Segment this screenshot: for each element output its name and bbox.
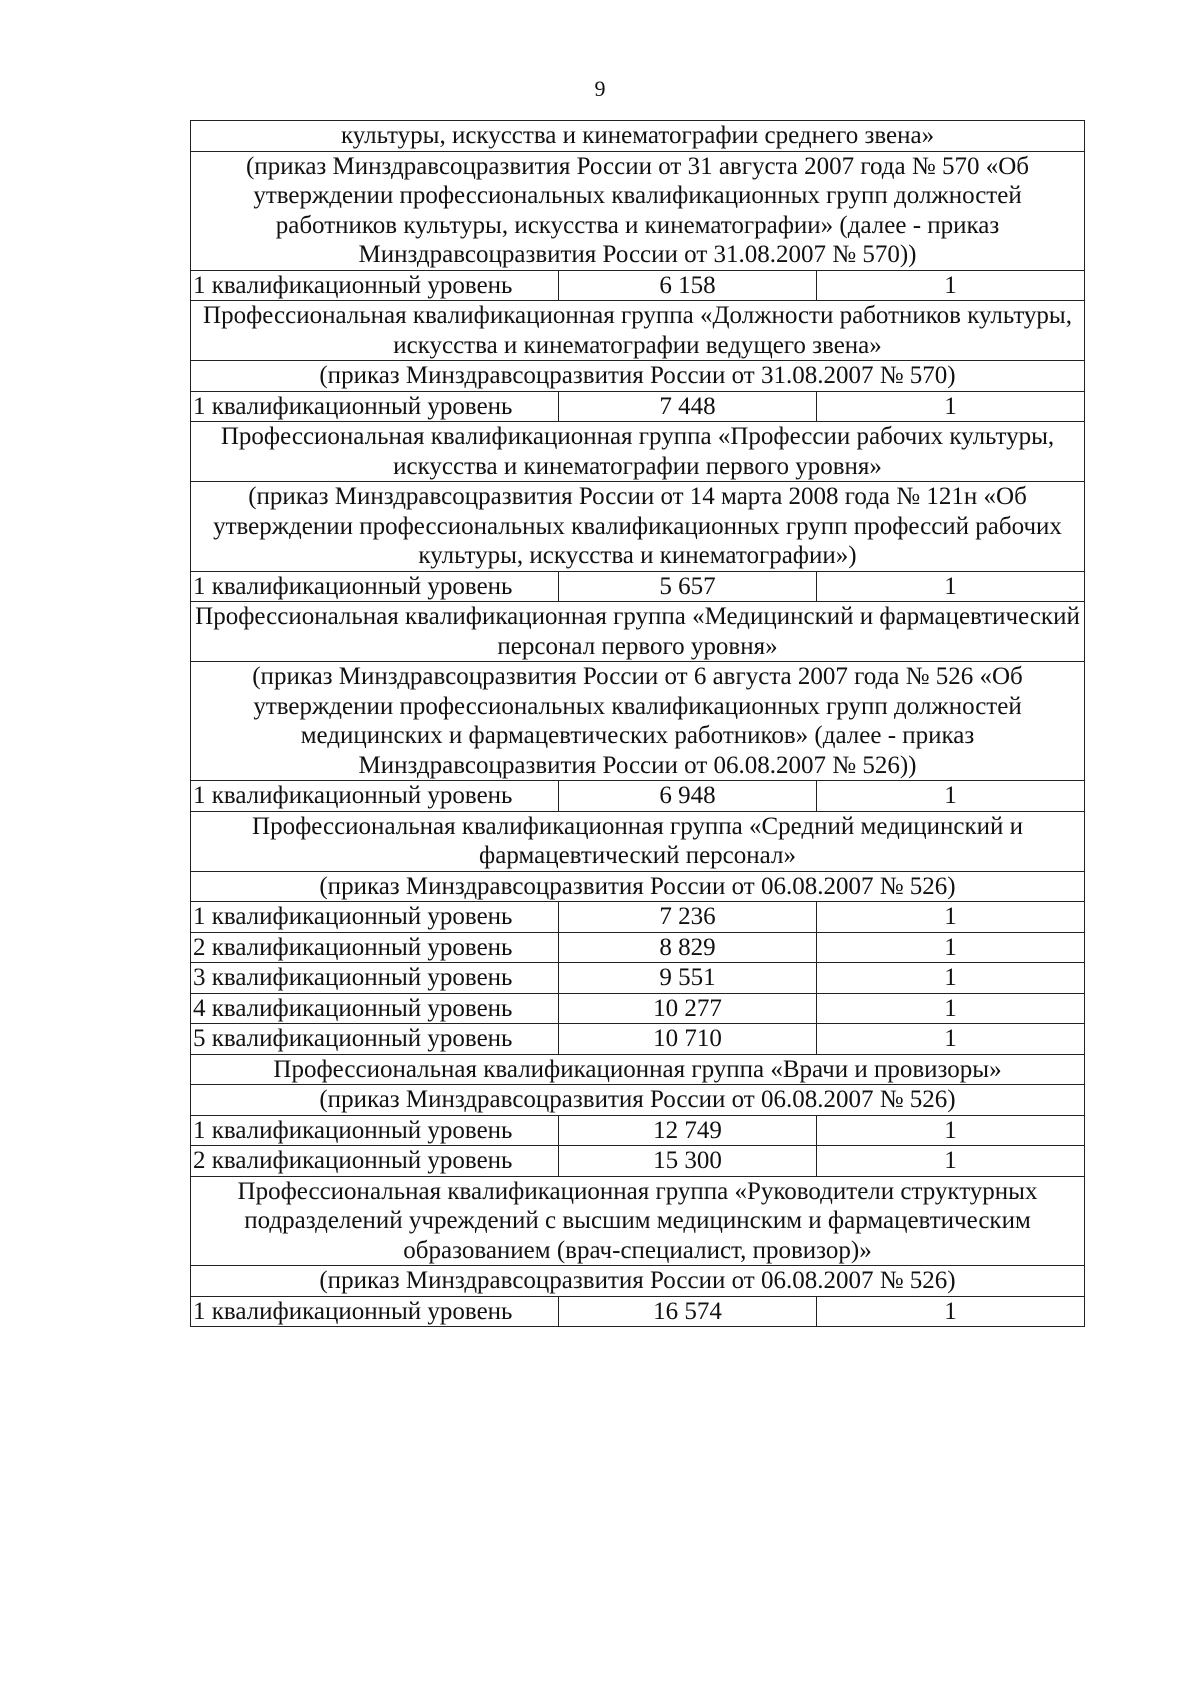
coefficient-cell: 1 <box>817 781 1085 812</box>
table-row <box>191 1024 1085 1055</box>
coefficient-cell: 1 <box>817 902 1085 933</box>
coefficient-cell: 1 <box>817 1115 1085 1146</box>
level-cell: 4 квалификационный уровень <box>191 993 559 1024</box>
group-header-text: культуры, искусства и кинематографии среднего звена» <box>191 121 1085 152</box>
salary-cell: 10 277 <box>559 993 817 1024</box>
group-header-row <box>191 1054 1085 1085</box>
group-header-row <box>191 121 1085 152</box>
coefficient-cell: 1 <box>817 932 1085 963</box>
group-header-row <box>191 301 1085 361</box>
coefficient-cell: 1 <box>817 270 1085 301</box>
level-cell: 1 квалификационный уровень <box>191 1296 559 1327</box>
group-header-text: Профессиональная квалификационная группа «Руководители структурных подразделений учреждений с высшим медицинским и фармацевтическим образованием (врач-специалист, провизор)» <box>191 1176 1085 1266</box>
salary-cell: 7 236 <box>559 902 817 933</box>
group-header-row <box>191 811 1085 871</box>
group-header-text: (приказ Минздравсоцразвития России от 06.08.2007 № 526) <box>191 871 1085 902</box>
group-header-text: Профессиональная квалификационная группа «Должности работников культуры, искусства и кинематографии ведущего звена» <box>191 301 1085 361</box>
level-cell: 2 квалификационный уровень <box>191 1146 559 1177</box>
page-number: 9 <box>594 76 606 101</box>
group-header-row <box>191 361 1085 392</box>
level-cell: 2 квалификационный уровень <box>191 932 559 963</box>
level-cell: 1 квалификационный уровень <box>191 270 559 301</box>
table-row <box>191 1146 1085 1177</box>
salary-cell: 7 448 <box>559 391 817 422</box>
salary-table <box>190 120 1085 1327</box>
salary-cell: 15 300 <box>559 1146 817 1177</box>
coefficient-cell: 1 <box>817 963 1085 994</box>
table-row <box>191 963 1085 994</box>
group-header-text: Профессиональная квалификационная группа «Врачи и провизоры» <box>191 1054 1085 1085</box>
level-cell: 1 квалификационный уровень <box>191 781 559 812</box>
salary-cell: 12 749 <box>559 1115 817 1146</box>
group-header-text: (приказ Минздравсоцразвития России от 31 августа 2007 года № 570 «Об утверждении профессиональных квалификационных групп должностей работников культуры, искусства и кинематографии» (далее - приказ Минздравсоцразвития России от 31.08.2007 № 570)) <box>191 151 1085 270</box>
coefficient-cell: 1 <box>817 571 1085 602</box>
coefficient-cell: 1 <box>817 391 1085 422</box>
salary-cell: 6 158 <box>559 270 817 301</box>
group-header-text: Профессиональная квалификационная группа «Медицинский и фармацевтический персонал первого уровня» <box>191 602 1085 662</box>
group-header-row <box>191 1085 1085 1116</box>
coefficient-cell: 1 <box>817 993 1085 1024</box>
group-header-text: (приказ Минздравсоцразвития России от 6 августа 2007 года № 526 «Об утверждении профессиональных квалификационных групп должностей медицинских и фармацевтических работников» (далее - приказ Минздравсоцразвития России от 06.08.2007 № 526)) <box>191 662 1085 781</box>
salary-cell: 6 948 <box>559 781 817 812</box>
level-cell: 1 квалификационный уровень <box>191 902 559 933</box>
table-row <box>191 571 1085 602</box>
salary-cell: 10 710 <box>559 1024 817 1055</box>
level-cell: 1 квалификационный уровень <box>191 1115 559 1146</box>
group-header-text: Профессиональная квалификационная группа «Профессии рабочих культуры, искусства и кинематографии первого уровня» <box>191 422 1085 482</box>
table-row <box>191 1296 1085 1327</box>
group-header-text: (приказ Минздравсоцразвития России от 14 марта 2008 года № 121н «Об утверждении профессиональных квалификационных групп профессий рабочих культуры, искусства и кинематографии») <box>191 482 1085 572</box>
group-header-row <box>191 1266 1085 1297</box>
group-header-row <box>191 871 1085 902</box>
table-row <box>191 270 1085 301</box>
group-header-row <box>191 422 1085 482</box>
table-row <box>191 902 1085 933</box>
level-cell: 3 квалификационный уровень <box>191 963 559 994</box>
salary-cell: 5 657 <box>559 571 817 602</box>
group-header-text: (приказ Минздравсоцразвития России от 31.08.2007 № 570) <box>191 361 1085 392</box>
table-row <box>191 993 1085 1024</box>
group-header-text: (приказ Минздравсоцразвития России от 06.08.2007 № 526) <box>191 1085 1085 1116</box>
coefficient-cell: 1 <box>817 1296 1085 1327</box>
coefficient-cell: 1 <box>817 1024 1085 1055</box>
salary-cell: 16 574 <box>559 1296 817 1327</box>
group-header-text: (приказ Минздравсоцразвития России от 06.08.2007 № 526) <box>191 1266 1085 1297</box>
table-row <box>191 781 1085 812</box>
group-header-row <box>191 482 1085 572</box>
salary-table-body <box>191 121 1085 1327</box>
group-header-text: Профессиональная квалификационная группа «Средний медицинский и фармацевтический персонал» <box>191 811 1085 871</box>
coefficient-cell: 1 <box>817 1146 1085 1177</box>
group-header-row <box>191 662 1085 781</box>
level-cell: 1 квалификационный уровень <box>191 571 559 602</box>
table-row <box>191 391 1085 422</box>
salary-cell: 8 829 <box>559 932 817 963</box>
table-row <box>191 1115 1085 1146</box>
table-row <box>191 932 1085 963</box>
group-header-row <box>191 1176 1085 1266</box>
level-cell: 5 квалификационный уровень <box>191 1024 559 1055</box>
salary-cell: 9 551 <box>559 963 817 994</box>
group-header-row <box>191 602 1085 662</box>
group-header-row <box>191 151 1085 270</box>
level-cell: 1 квалификационный уровень <box>191 391 559 422</box>
